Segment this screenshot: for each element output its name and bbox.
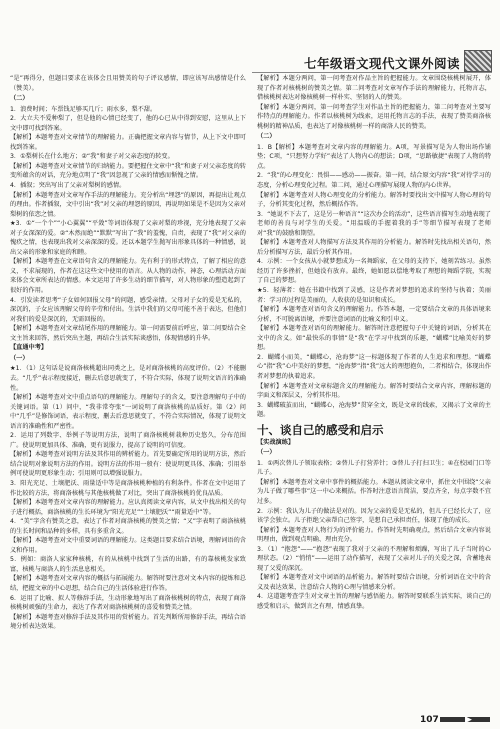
paragraph: 【解析】本题考查对文章内容的理解能力。应认真阅读文章内容，从文中找出相关的句子进行概括，商洛核桃的生长环境为“阳光充足”“土壤肥沃”“雨量适中”等。 [10,499,246,516]
paragraph: 【解析】本题考查对文章中事件的概括能力。本题从阅读文章中，抓住文中围绕“父亲为儿子做了哪些事”这一中心来概括。作答时注意语言简洁，要点齐全，每点字数不宜过多。 [257,478,491,505]
book-logo-icon [464,50,492,72]
paragraph: 【解析】本题考查对语句含义的理解能力。作答本题，一定要结合文章的具体语境来分析，不可脱离语境，并要注意词语的比喻义和引申义。 [257,306,491,323]
paragraph: 4．引发读者思考“子女如何回报父母”的问题，感受亲情。父母对子女的爱是无私的，深沉的，子女应该理解父母的辛劳和付出。生活中我们的父母可能不善于表达，但他们对我们的爱是深沉的，无需回报的。 [10,296,246,323]
paragraph: 2．大立夫不爱种梨了，但是他的心情已经变了，他的心已从中得到安慰，这里从上下文中即可找到答案。 [10,115,246,132]
paragraph: 3．阳光充足、土壤肥沃、雨量适中等是商洛核桃种植的有利条件。作者在文中运用了作比较的方法，将商洛核桃与其他核桃做了对比，突出了商洛核桃的优良品质。 [10,479,246,497]
paragraph: 1．B【解析】本题考查对文章内容的理解能力。A项，写景描写是为人物出场作铺垫；C项，“只想努力学好”表达了人物内心的想法；D项，“思路敏捷”表现了人物的特点。 [257,143,491,170]
section-heading: 十、谈自己的感受和启示 [257,422,384,437]
paragraph: ★1．（1）这句话是说商洛核桃超出同类之上，是对商洛核桃的高度评价。（2）不能删去。“几乎”表示程度接近，删去后意思就变了，不符合实际，体现了说明文语言的准确性。 [10,365,246,392]
paragraph: 3．①梨树长在什么地方；②“我”和妻子对父亲态度的转变。 [10,153,174,161]
paragraph: 【解析】本题考查对文中重要词语的理解能力。这类题目要求结合语境，理解词语的含义和作用。 [10,537,246,554]
paragraph: ★5．轻薄者：她在书籍中找到了灵感，这是作者对梦想的追求的坚持与执着；美丽者：学习的过程是美丽的，人收获的是知识和成长。 [257,287,491,304]
paragraph: 4．插叙；突出写出了父亲对梨树的感情。 [10,182,126,190]
subsection-heading: （二） [10,95,29,103]
header-title: 七年级语文现代文课外阅读 [303,56,460,71]
paragraph: 4．示例：一个女孩从小就梦想成为一名舞蹈家，在父母的支持下，她刻苦练习。虽然经历了许多挫折，但她没有放弃。最终，她如愿以偿地考取了理想的舞蹈学院，实现了自己的梦想。 [257,258,491,285]
paragraph: 【解析】本题考查对人物心理变化的分析能力。解答时要找出文中描写人物心理的句子，分析其变化过程，然后概括作答。 [257,191,491,209]
paragraph: 4．“美”字含有赞美之意，表达了作者对商洛核桃的赞美之情；“又”字表明了商洛核桃的生长时间和品种的多样，具有多重含义。 [10,518,246,535]
arrow-right-icon: ▶ [465,715,472,725]
subsection-heading: （一） [257,449,276,457]
paragraph: 3．“她说不下去了，这是另一种语言”“这次办会的活动”，这些语言描写生动地表现了老师的善良与对学生的关爱。“用温暖的手握着我的手”等细节描写表现了老师对“我”的鼓励和期望。 [257,210,491,237]
paragraph: 【解析】本题考查对文中重点语句的理解能力。理解句子的含义，要注意理解句子中的关键词语。第（1）问中，“我非常夸张”一词说明了商洛核桃的品质好。第（2）问中“几乎”是修饰词语，表示程度，删去后意思就变了，不符合实际情况，体现了说明文语言的准确性和严密性。 [10,394,246,430]
paragraph: 【解析】本题考查对文中词语的品析能力。解答时要结合语境，分析词语在文中的含义及表达效果，注意结合人物的心理与情感来分析。 [257,574,491,591]
paragraph: 【解析】本题考查对人物描写方法及其作用的分析能力。解答时先找出相关语句，然后分析描写方法，最后分析其作用。 [257,239,491,256]
box-label: 【直通中考】 [10,344,48,352]
paragraph: 6．运用了比喻、拟人等修辞手法，生动形象地写出了商洛核桃树的特点，表现了商洛核桃树顽强的生命力，表达了作者对商洛核桃树的喜爱和赞美之情。 [10,594,246,612]
paragraph: 1．浪费时间；车票钱足够买几斤；雨水多，梨不甜。 [10,105,157,113]
paragraph: 2．示例：我认为儿子的做法是对的。因为父亲的爱是无私的，但儿子已经长大了，应该学会独立。儿子拒绝父亲帮自己签字，是想自己承担责任，体现了他的成长。 [257,507,491,525]
paragraph: 【解析】本题考查对修辞手法及其作用的赏析能力。首先判断所用修辞手法，再结合语境分析表达效果。 [10,613,246,631]
paragraph: 4．这道题考查学生对文章主旨的理解与感悟能力。解答时要联系生活实际，谈自己的感受和启示，做到言之有理，情感真挚。 [257,593,491,610]
paragraph: 2．蝴蝶小而美，“蝴蝶心，沧海梦”这一标题体现了作者的人生追求和理想。“蝴蝶心”指“我”心中美好的梦想，“沧海梦”指“我”远大的理想抱负，二者相结合，体现出作者对梦想的执着追求。 [257,353,491,380]
paragraph: 1．①两次替儿子领取表格；②替儿子打营养针；③替儿子打扫卫生；④在校园门口等儿子。 [257,459,491,477]
right-column [257,74,491,714]
left-column [10,74,246,714]
subsection-heading: （二） [257,133,276,141]
page-number: 107 [420,715,439,725]
paragraph: 【解析】本题考查对人物行为的评价能力。作答时先明确观点，然后结合文章内容说明理由，做到观点明确、理由充分。 [257,526,491,544]
paragraph: 【解析】本题考查对文章结尾作用的理解能力。第一问需要前后呼应，第二问要结合全文主旨来回答，然后突出主题，再结合生活实际谈感悟，体现情感的升华。 [10,325,246,342]
paragraph: 5．例如：商洛人家家种核桃，有的从核桃中找到了生活的出路，有的靠核桃发家致富，核桃与商洛人的生活息息相关。 [10,556,246,573]
paragraph: “是”再得分，但题目要求在该体会且用赞美的句子评议感情，即应该写出感情是什么（赞美）。 [10,75,246,92]
paragraph: 【解析】本题分两问，第一问考查对作品主旨的把握能力。文章围绕核桃树展开，体现了作者对核桃树的赞美之情。第二问考查对文章写作手法的理解能力，托物言志，借核桃树表达对像核桃树一样朴实、坚韧的人的赞美。 [257,75,491,102]
paragraph: 2．运用了列数字、举例子等说明方法，说明了商洛核桃树栽种历史悠久，分布范围广。使说明更加具体、准确，更有说服力，提高了说明的可信度。 [10,432,246,449]
paragraph: ★3．①“一个个”“小心翼翼”“平敛”等词语体现了父亲对梨的珍视，充分地表现了父亲对子女深深的爱。②“木然而绝”“默默”写出了“我”的羞愧，自责，表现了“我”对父亲的愧疚之情，也表现出我对父亲深深的爱。还以本题学生抛写出形象具体的一种情感，说出父亲的形象和家庭的和睦。 [10,220,246,256]
paragraph: 3．蝴蝶破茧而出，“蝴蝶心，沧海梦”贯穿全文，既是文章的线索，又揭示了文章的主题。 [257,401,491,419]
header-divider [252,72,492,73]
paragraph: 2．“我”的心理变化：畏惧——感动——振奋。第一问，结合原文内容“我”对待学习的态度，分析心理变化过程。第二问，通过心理描写展现人物的内心世界。 [257,172,491,190]
paragraph: 【解析】本题考查对文章写作手法的理解能力。充分析出“埋怨”的原因，再提出让观点的理由。作者插叙，文中引出“我”对父亲的埋怨的原因，再说明如果是不是因为父亲对梨树的依恋之情。 [10,191,246,218]
page-footer [0,707,500,729]
paragraph: 【解析】本题考查对说明方法及其作用的辨析能力。首先要确定所用的说明方法，然后结合说明对象说明方法的作用。说明方法的作用一般有：使说明更具体、准确；引用举例可使说明更形象生动；引用则可以增强说服力。 [10,451,246,478]
paragraph: 3．（1）“抱怨”——“抱怨”表现了我对于父亲的不理解和烦躁，写出了儿子当时的心理状态。（2）“悄悄”——运用了动作描写，表现了父亲对儿子的关爱之深，含蓄地表现了父爱的深沉。 [257,545,491,572]
paragraph: 【解析】本题考查对语句的理解能力。解答时注意把握句子中关键的词语，分析其在文中的含义。如“最快乐的事情”是“我”在学习中找到的乐趣，“蝴蝶”比喻美好的梦想。 [257,325,491,352]
subsection-heading: （一） [10,354,29,362]
box-label: 【实战演练】 [257,438,295,446]
paragraph: 【解析】本题考查对文章情节的归纳能力。要把握住文章中“我”和妻子对父亲态度的转变所蕴含的对话，充分地点明了“我”因忽视了父亲的情感而惭愧之情。 [10,162,246,180]
paragraph: 【解析】本题分两问，第一问考查学生对作品主旨的把握能力，第二问考查对主要写作特点的理解能力。作者以核桃树为线索，运用托物言志的手法，表现了赞美商洛核桃树的精神品质，也表达了对像核桃树一样的商洛人民的赞美。 [257,103,491,130]
paragraph: 【解析】本题考查对文章标题含义的理解能力。解答时要结合文章内容，理解标题的字面义和深层义，分析其作用。 [257,382,491,400]
paragraph: 【解析】本题考查对文章内容的概括与拓展能力。解答时要注意对文本内容的提炼和总结，把握文章的中心思想，结合自己的生活体验进行作答。 [10,575,246,592]
page-header [0,0,500,76]
paragraph: 【解析】本题考查在文章语句含义的理解能力。先有利于的形式特点，了解了相应的意义，不求展现的，作者在这这些文中使用的语言。从人物的动作，神态，心理活动方面来体会文章所表达的情感。本文运用了许多生动的细节描写，对人物形象的塑造起到了很好的作用。 [10,258,246,295]
paragraph: 【解析】本题考查对文章情节的理解能力。正确把握文章内容与情节，从上下文中即可找到答案。 [10,134,246,151]
